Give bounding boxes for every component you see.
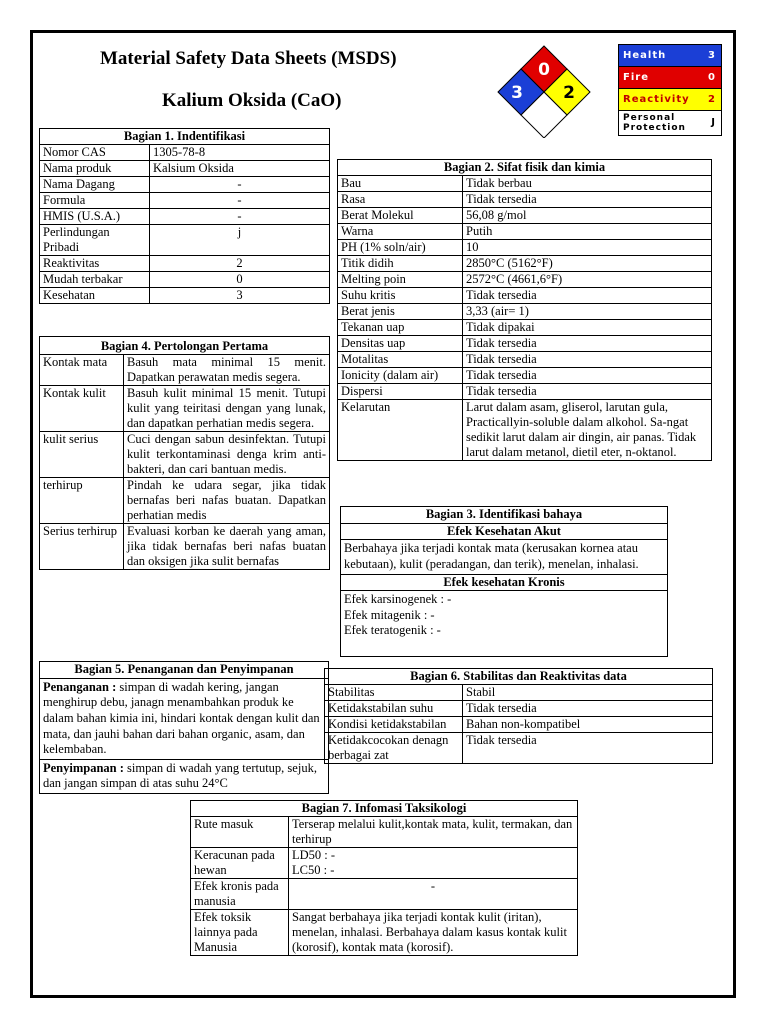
row-value: Terserap melalui kulit,kontak mata, kulit, termakan, dan terhirup [289,817,578,848]
row-value: Tidak dipakai [463,320,712,336]
row-label: PH (1% soln/air) [338,240,463,256]
hmis-health-value: 3 [708,50,716,61]
table-row [40,355,330,386]
section-2-rows [338,176,712,461]
section-4-title: Bagian 4. Pertolongan Pertama [40,337,330,355]
section-5-box [39,661,329,794]
hmis-protection-value: J [711,117,716,128]
row-value: Tidak tersedia [463,336,712,352]
table-row [40,288,330,304]
chronic-effects-title: Efek kesehatan Kronis [341,575,667,592]
row-value: 1305-78-8 [150,145,330,161]
acute-effects-title: Efek Kesehatan Akut [341,524,667,541]
table-row [338,368,712,384]
row-value: Sangat berbahaya jika terjadi kontak kulit (iritan), menelan, inhalasi. Berbahaya dalam kasus kontak kulit (korosif), kontak mata (korosif). [289,910,578,956]
row-label: Nama Dagang [40,177,150,193]
table-row [338,272,712,288]
table-row [191,848,578,879]
section-1-rows [40,145,330,304]
row-label: Rasa [338,192,463,208]
row-value: Putih [463,224,712,240]
storage-label: Penyimpanan : [43,760,124,775]
hmis-fire-label: Fire [623,72,649,83]
table-row [325,685,713,701]
nfpa-flammability-value: 0 [538,60,550,80]
hmis-fire-row [619,67,721,89]
row-label: Ketidakstabilan suhu [325,701,463,717]
hmis-protection-label: Personal Protection [623,113,686,133]
row-label: Tekanan uap [338,320,463,336]
row-value: Tidak tersedia [463,701,713,717]
handling-paragraph [40,679,328,760]
hmis-health-row [619,45,721,67]
row-label: HMIS (U.S.A.) [40,209,150,225]
table-row [338,320,712,336]
table-row [40,478,330,524]
row-value: Tidak berbau [463,176,712,192]
row-value: 3,33 (air= 1) [463,304,712,320]
table-row [40,432,330,478]
hmis-health-label: Health [623,50,667,61]
row-value: Tidak tersedia [463,384,712,400]
row-value: Tidak tersedia [463,352,712,368]
row-label: Nama produk [40,161,150,177]
table-row [40,193,330,209]
row-label: Stabilitas [325,685,463,701]
row-value: - [150,177,330,193]
row-label: kulit serius [40,432,124,478]
row-label: terhirup [40,478,124,524]
row-label: Berat jenis [338,304,463,320]
chronic-effect-item: Efek karsinogenek : - [344,592,452,607]
table-row [191,817,578,848]
row-value: Tidak tersedia [463,368,712,384]
table-row [40,209,330,225]
row-label: Suhu kritis [338,288,463,304]
row-label: Bau [338,176,463,192]
table-row [338,208,712,224]
row-value: - [289,879,578,910]
row-label: Nomor CAS [40,145,150,161]
table-row [338,240,712,256]
row-label: Melting poin [338,272,463,288]
table-row [338,400,712,461]
storage-text: simpan di wadah yang tertutup, sejuk, dan jangan simpan di atas suhu 24°C [43,760,317,791]
row-value: 2850°C (5162°F) [463,256,712,272]
table-row [325,701,713,717]
chronic-effects-list [341,591,667,640]
row-value: 2572°C (4661,6°F) [463,272,712,288]
section-2-table [337,159,712,461]
row-label: Perlindungan Pribadi [40,225,150,256]
section-7-rows [191,817,578,956]
section-5-title: Bagian 5. Penanganan dan Penyimpanan [40,662,328,679]
table-row [40,177,330,193]
row-label: Rute masuk [191,817,289,848]
table-row [338,256,712,272]
row-value: Evaluasi korban ke daerah yang aman, jika tidak bernafas beri nafas buatan dan oksigen jika sulit bernafas [124,524,330,570]
hmis-reactivity-row [619,89,721,111]
row-value: Bahan non-kompatibel [463,717,713,733]
table-row [338,192,712,208]
row-value: Kalsium Oksida [150,161,330,177]
row-label: Titik didih [338,256,463,272]
row-value: 2 [150,256,330,272]
table-row [338,304,712,320]
row-value: LD50 : - LC50 : - [289,848,578,879]
table-row [40,145,330,161]
hmis-reactivity-label: Reactivity [623,94,690,105]
table-row [338,336,712,352]
section-7-title: Bagian 7. Infomasi Taksikologi [191,801,578,817]
row-value: - [150,209,330,225]
row-label: Mudah terbakar [40,272,150,288]
row-label: Reaktivitas [40,256,150,272]
row-label: Kontak kulit [40,386,124,432]
section-2-title: Bagian 2. Sifat fisik dan kimia [338,160,712,176]
row-value: Tidak tersedia [463,192,712,208]
row-value: Pindah ke udara segar, jika tidak bernafas beri nafas buatan. Dapatkan perhatian medis [124,478,330,524]
row-label: Kesehatan [40,288,150,304]
row-label: Motalitas [338,352,463,368]
row-value: Basuh mata minimal 15 menit. Dapatkan perawatan medis segera. [124,355,330,386]
table-row [191,879,578,910]
row-value: 56,08 g/mol [463,208,712,224]
storage-paragraph [40,760,328,793]
row-value: Tidak tersedia [463,733,713,764]
row-value: Larut dalam asam, gliserol, larutan gula, Practicallyin-soluble dalam alkohol. Sa-ngat sedikit larut dalam air dingin, air panas. Tidak larut dalam metanol, dietil eter, n-oktanol. [463,400,712,461]
row-label: Serius terhirup [40,524,124,570]
row-label: Kelarutan [338,400,463,461]
row-value: j [150,225,330,256]
handling-text: simpan di wadah kering, jangan menghirup debu, janagn menambahkan produk ke dalam bahan kimia ini, hindari kontak dengan kulit dan mata, dan jauhi bahan dari bahan organic, asam, dan kelembaban. [43,679,320,757]
row-label: Dispersi [338,384,463,400]
hmis-label [618,44,722,136]
nfpa-health-value: 3 [511,83,523,103]
hmis-fire-value: 0 [708,72,716,83]
section-6-table [324,668,713,764]
section-7-table [190,800,578,956]
row-label: Ionicity (dalam air) [338,368,463,384]
row-value: 3 [150,288,330,304]
section-4-rows [40,355,330,570]
table-row [338,352,712,368]
table-row [40,256,330,272]
section-1-title: Bagian 1. Indentifikasi [40,129,330,145]
section-3-title: Bagian 3. Identifikasi bahaya [341,507,667,524]
nfpa-diamond [494,44,594,138]
section-6-rows [325,685,713,764]
table-row [40,524,330,570]
row-value: 0 [150,272,330,288]
section-1-table [39,128,330,304]
row-label: Efek kronis pada manusia [191,879,289,910]
table-row [338,384,712,400]
document-subtitle: Kalium Oksida (CaO) [162,90,342,111]
table-row [40,225,330,256]
row-label: Ketidakcocokan denagn berbagai zat [325,733,463,764]
row-value: Stabil [463,685,713,701]
table-row [325,717,713,733]
row-label: Densitas uap [338,336,463,352]
table-row [338,224,712,240]
chronic-effect-item: Efek mitagenik : - [344,607,435,622]
chronic-effect-item: Efek teratogenik : - [344,623,441,638]
row-value: Tidak tersedia [463,288,712,304]
hmis-reactivity-value: 2 [708,94,716,105]
section-3-box [340,506,668,657]
acute-effects-text: Berbahaya jika terjadi kontak mata (kerusakan kornea atau kebutaan), kulit (peradangan, dan terik), menelan, inhalasi. [341,540,667,574]
row-value: Cuci dengan sabun desinfektan. Tutupi kulit terkontaminasi denga krim anti-bakteri, dan cari bantuan medis. [124,432,330,478]
row-label: Keracunan pada hewan [191,848,289,879]
table-row [325,733,713,764]
row-label: Efek toksik lainnya pada Manusia [191,910,289,956]
section-6-title: Bagian 6. Stabilitas dan Reaktivitas data [325,669,713,685]
row-label: Berat Molekul [338,208,463,224]
handling-label: Penanganan : [43,679,117,694]
nfpa-reactivity-value: 2 [563,83,575,103]
row-label: Kondisi ketidakstabilan [325,717,463,733]
row-label: Formula [40,193,150,209]
row-label: Warna [338,224,463,240]
row-value: Basuh kulit minimal 15 menit. Tutupi kulit yang teiritasi dengan yang lunak, dan dapatkan perhatian medis segera. [124,386,330,432]
table-row [40,386,330,432]
row-value: 10 [463,240,712,256]
table-row [191,910,578,956]
section-4-table [39,336,330,570]
table-row [338,288,712,304]
hmis-protection-row [619,111,721,135]
table-row [338,176,712,192]
row-value: - [150,193,330,209]
row-label: Kontak mata [40,355,124,386]
document-title: Material Safety Data Sheets (MSDS) [100,48,397,69]
table-row [40,161,330,177]
table-row [40,272,330,288]
